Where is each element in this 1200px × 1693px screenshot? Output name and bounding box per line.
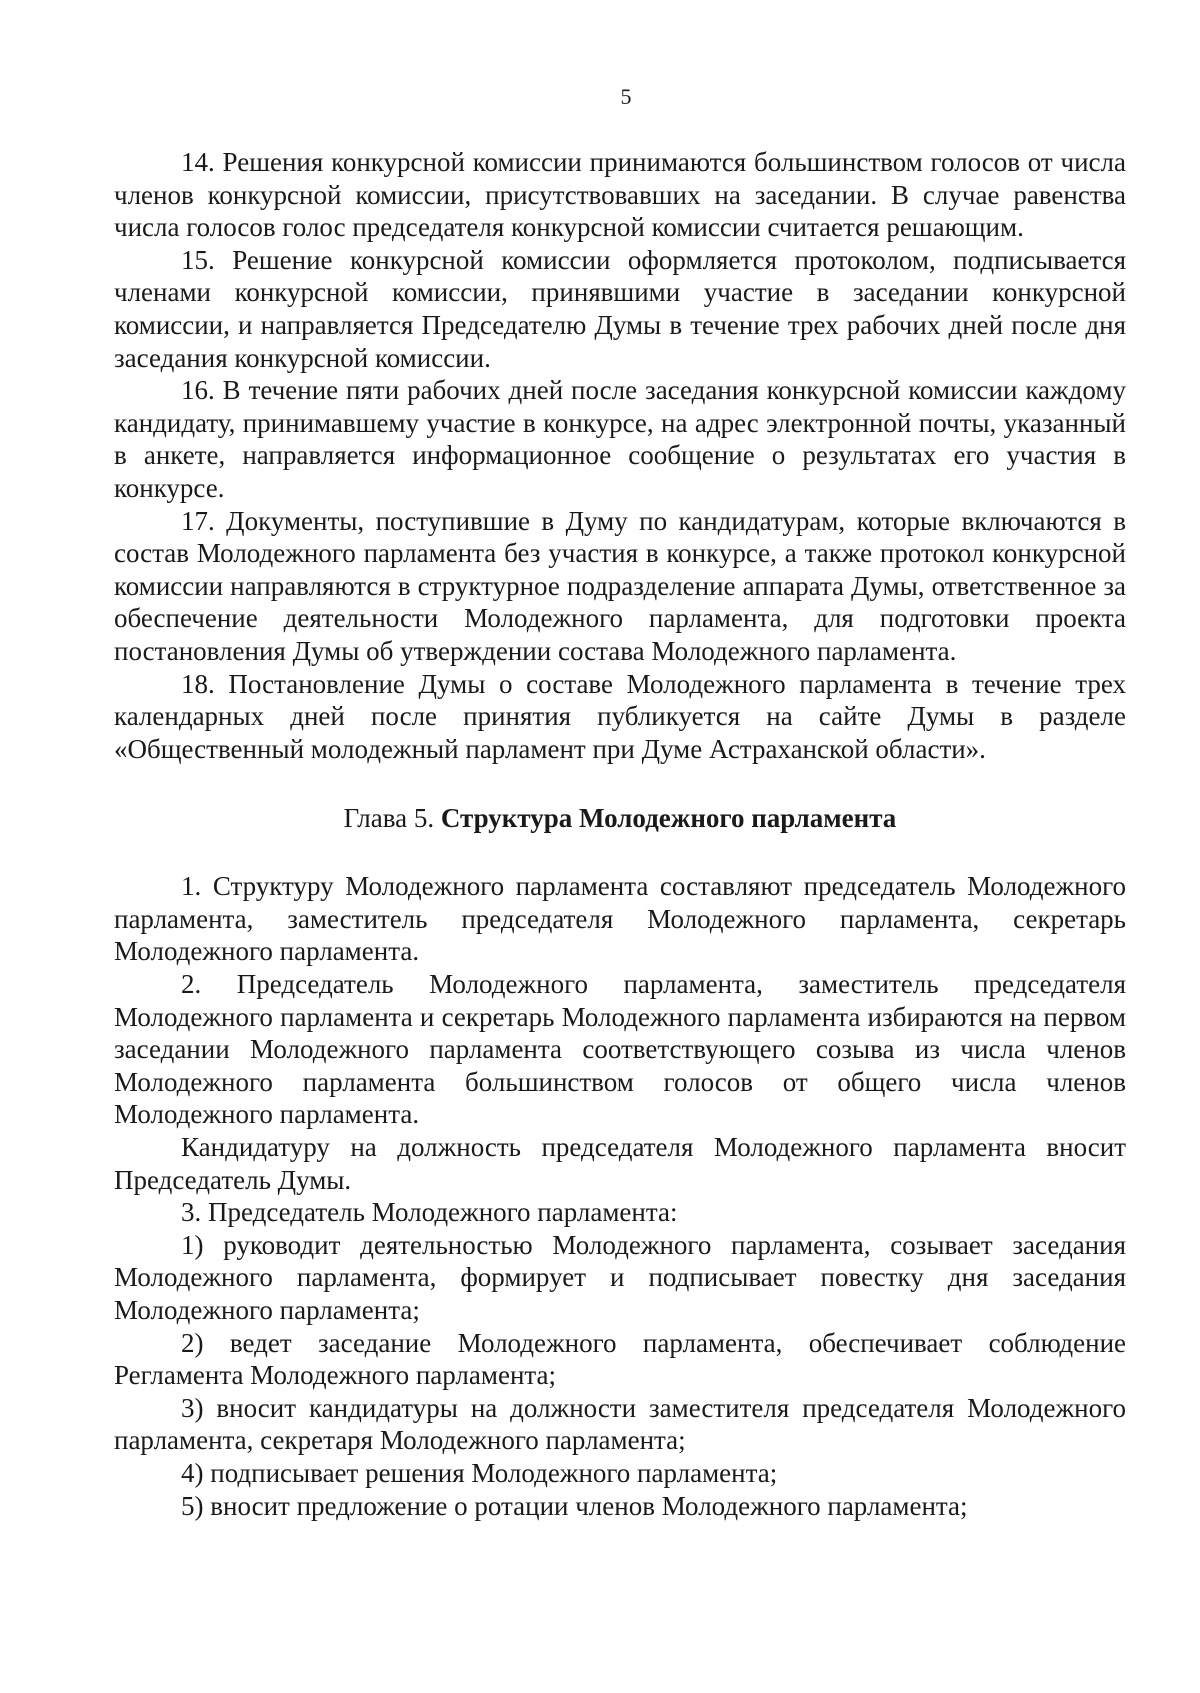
chapter5-item-3-sub-1: 1) руководит деятельностью Молодежного парламента, созывает заседания Молодежного парламента, формирует и подписывает повестку дня заседания Молодежного парламента; (114, 1229, 1126, 1325)
paragraph-17: 17. Документы, поступившие в Думу по кандидатурам, которые включаются в состав Молодежного парламента без участия в конкурсе, а также протокол конкурсной комиссии направляются в структурное подразделение аппарата Думы, ответственное за обеспечение деятельности Молодежного парламента, для подготовки проекта постановления Думы об утверждении состава Молодежного парламента. (114, 505, 1126, 666)
chapter5-item-3-sub-2: 2) ведет заседание Молодежного парламента, обеспечивает соблюдение Регламента Молодежного парламента; (114, 1327, 1126, 1391)
chapter5-item-3-sub-5: 5) вносит предложение о ротации членов Молодежного парламента; (181, 1490, 968, 1521)
chapter5-item-2: 2. Председатель Молодежного парламента, заместитель председателя Молодежного парламента и секретарь Молодежного парламента избираются на первом заседании Молодежного парламента соответствующего созыва из числа членов Молодежного парламента большинством голосов от общего числа членов Молодежного парламента. (114, 969, 1126, 1130)
chapter5-item-3-sub-3: 3) вносит кандидатуры на должности заместителя председателя Молодежного парламента, секретаря Молодежного парламента; (114, 1392, 1126, 1456)
document-body (114, 146, 1126, 1522)
paragraph-15: 15. Решение конкурсной комиссии оформляется протоколом, подписывается членами конкурсной комиссии, принявшими участие в заседании конкурсной комиссии, и направляется Председателю Думы в течение трех рабочих дней после дня заседания конкурсной комиссии. (114, 244, 1126, 373)
chapter5-item-3: 3. Председатель Молодежного парламента: (181, 1197, 678, 1228)
chapter5-item-2-note: Кандидатуру на должность председателя Молодежного парламента вносит Председатель Думы. (114, 1132, 1126, 1195)
paragraph-14: 14. Решения конкурсной комиссии принимаются большинством голосов от числа членов конкурсной комиссии, присутствовавших на заседании. В случае равенства числа голосов голос председателя конкурсной комиссии считается решающим. (114, 147, 1126, 243)
chapter5-item-1: 1. Структуру Молодежного парламента составляют председатель Молодежного парламента, заместитель председателя Молодежного парламента, секретарь Молодежного парламента. (114, 871, 1126, 967)
paragraph-16: 16. В течение пяти рабочих дней после заседания конкурсной комиссии каждому кандидату, принимавшему участие в конкурсе, на адрес электронной почты, указанный в анкете, направляется информационное сообщение о результатах его участия в конкурсе. (114, 375, 1126, 503)
chapter-heading (114, 801, 1126, 835)
chapter-prefix: Глава 5. (343, 803, 441, 834)
page-number: 5 (620, 84, 632, 109)
paragraph-18: 18. Постановление Думы о составе Молодежного парламента в течение трех календарных дней после принятия публикуется на сайте Думы в разделе «Общественный молодежный парламент при Думе Астраханской области». (114, 668, 1126, 764)
chapter5-item-3-sub-4: 4) подписывает решения Молодежного парламента; (181, 1457, 778, 1488)
chapter-title: Структура Молодежного парламента (440, 803, 897, 834)
